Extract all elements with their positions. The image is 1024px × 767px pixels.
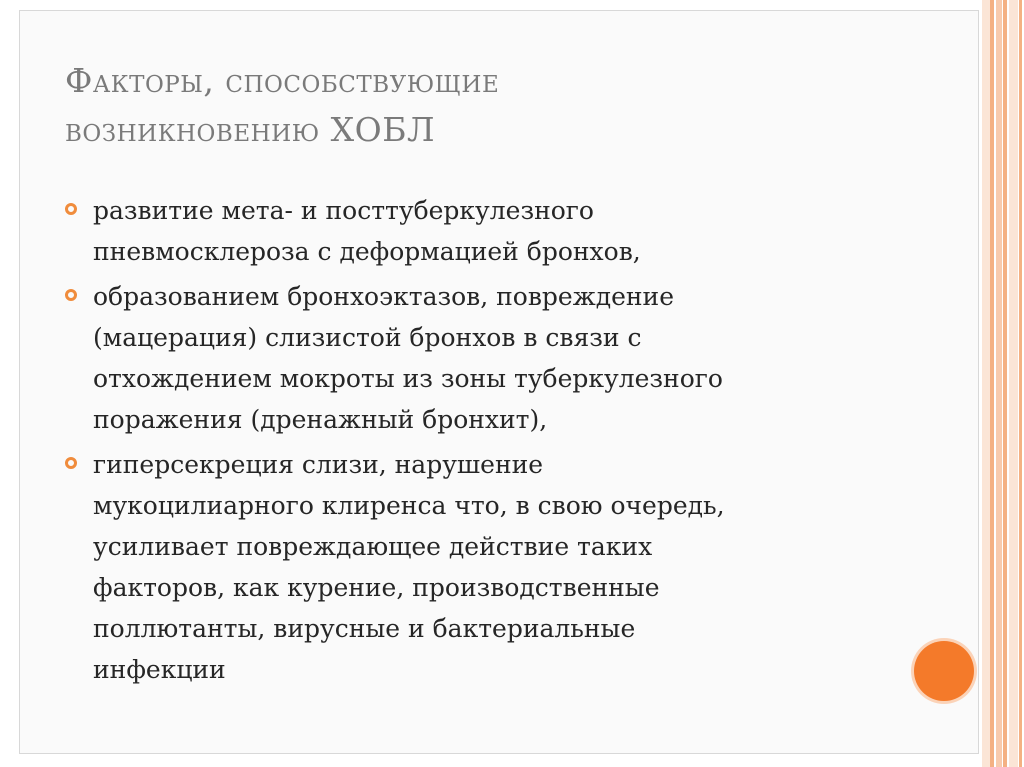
slide-title <box>65 56 865 154</box>
bullet-line: поллютанты, вирусные и бактериальные <box>93 614 636 643</box>
bullet-list <box>65 190 925 694</box>
bullet-line: (мацерация) слизистой бронхов в связи с <box>93 323 642 352</box>
bullet-line: мукоцилиарного клиренса что, в свою очередь, <box>93 491 725 520</box>
orange-circle-icon <box>914 641 974 701</box>
decorative-stripe <box>1009 0 1018 767</box>
orange-ring-bullet-icon <box>65 289 77 301</box>
bullet-text <box>93 190 925 272</box>
bullet-item <box>65 190 925 272</box>
slide-title-line: Факторы, способствующие <box>65 61 500 100</box>
decorative-stripe <box>996 0 1002 767</box>
bullet-line: инфекции <box>93 655 226 684</box>
bullet-line: гиперсекреция слизи, нарушение <box>93 450 544 479</box>
bullet-line: отхождением мокроты из зоны туберкулезного <box>93 364 723 393</box>
bullet-line: факторов, как курение, производственные <box>93 573 660 602</box>
bullet-line: поражения (дренажный бронхит), <box>93 405 548 434</box>
orange-ring-bullet-icon <box>65 203 77 215</box>
orange-ring-bullet-icon <box>65 457 77 469</box>
bullet-line: усиливает повреждающее действие таких <box>93 532 653 561</box>
bullet-text <box>93 276 925 440</box>
bullet-item <box>65 444 925 690</box>
bullet-item <box>65 276 925 440</box>
decorative-stripe <box>982 0 990 767</box>
bullet-line: пневмосклероза с деформацией бронхов, <box>93 237 641 266</box>
bullet-text <box>93 444 925 690</box>
decorative-stripe <box>1019 0 1022 767</box>
decorative-stripe <box>1003 0 1007 767</box>
bullet-line: образованием бронхоэктазов, повреждение <box>93 282 675 311</box>
bullet-line: развитие мета- и посттуберкулезного <box>93 196 594 225</box>
decorative-stripe <box>990 0 994 767</box>
slide-title-line: возникновению ХОБЛ <box>65 110 435 149</box>
